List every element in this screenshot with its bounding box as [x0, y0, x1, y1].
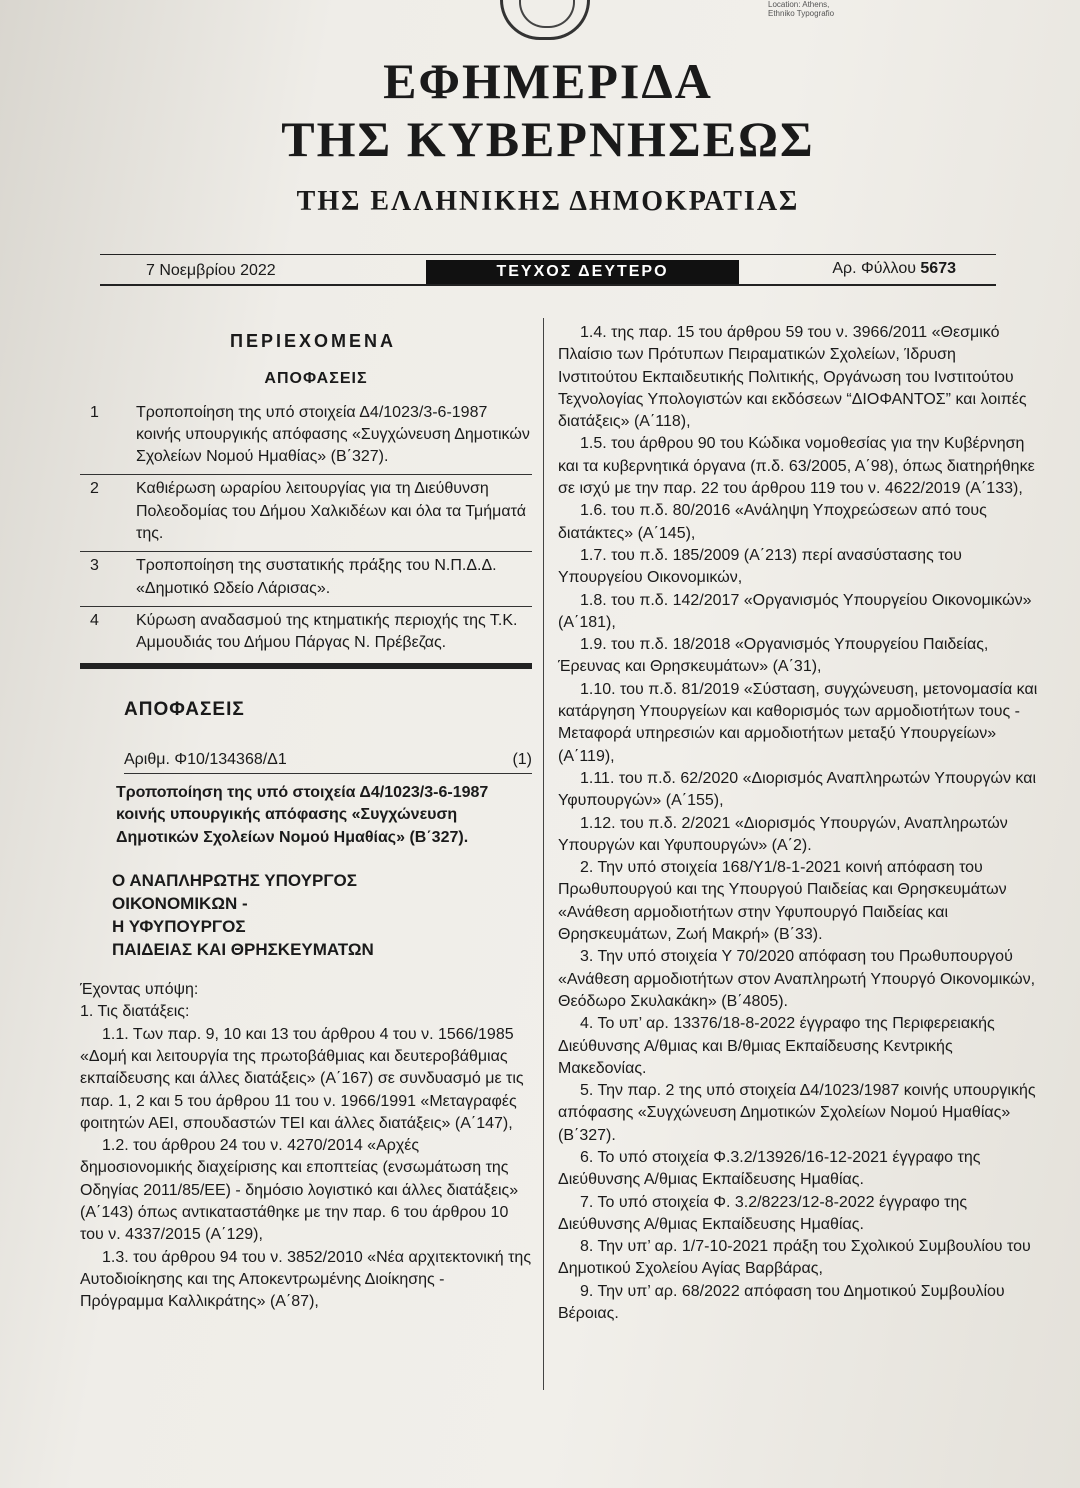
sheet-number-value: 5673: [920, 260, 956, 277]
top-rule: [100, 254, 996, 255]
body-paragraph: Έχοντας υπόψη:: [80, 981, 199, 999]
body-paragraph: 1.11. του π.δ. 62/2020 «Διορισμός Αναπληρωτών Υπουργών και Υφυπουργών» (Α΄155),: [558, 769, 1037, 810]
minister-line: Ο ΑΝΑΠΛΗΡΩΤΗΣ ΥΠΟΥΡΓΟΣ: [112, 871, 357, 891]
body-paragraph: 1.2. του άρθρου 24 του ν. 4270/2014 «Αρχές δημοσιονομικής διαχείρισης και εποπτείας (ενσωμάτωση της Οδηγίας 2011/85/ΕΕ) - δημόσιο λογιστικό και άλλες διατάξεις» (Α΄143) όπως αντικαταστάθηκε με την παρ. 6 του άρθρου 10 του ν. 4337/2015 (Α΄129),: [80, 1137, 519, 1244]
masthead-subtitle: ΤΗΣ ΕΛΛΗΝΙΚΗΣ ΔΗΜΟΚΡΑΤΙΑΣ: [296, 186, 800, 217]
issue-type-badge: ΤΕΥΧΟΣ ΔΕΥΤΕΡΟ: [426, 260, 739, 284]
toc-item[interactable]: [80, 552, 532, 607]
body-paragraph: 1.5. του άρθρου 90 του Κώδικα νομοθεσίας για την Κυβέρνηση και τα κυβερνητικά όργανα (π.δ. 63/2005, Α΄98), όπως διατηρήθηκε σε ισχύ με την παρ. 22 του άρθρου 119 του ν. 4622/2019 (Α΄133),: [558, 435, 1035, 498]
minister-line: Η ΥΦΥΠΟΥΡΓΟΣ: [112, 917, 246, 937]
bottom-rule: [100, 284, 996, 286]
right-column: [558, 322, 1040, 1325]
minister-block: [112, 869, 532, 961]
toc-item[interactable]: [80, 399, 532, 476]
decision-number-line: [124, 749, 532, 774]
emblem-inner-ring: [519, 0, 575, 28]
left-column: [80, 300, 532, 1314]
location-stamp: Location: Athens, Ethniko Typografio: [768, 0, 835, 18]
coat-of-arms-emblem: [500, 0, 590, 40]
body-paragraph: 1.9. του π.δ. 18/2018 «Οργανισμός Υπουργείου Παιδείας, Έρευνας και Θρησκευμάτων» (Α΄31),: [558, 636, 989, 676]
toc-item-number: 2: [90, 480, 99, 498]
body-paragraph: 2. Την υπό στοιχεία 168/Υ1/8-1-2021 κοινή απόφαση του Πρωθυπουργού και της Υπουργού Παιδείας και Θρησκευμάτων «Ανάθεση αρμοδιοτήτων στην Υφυπουργό Παιδείας και Θρησκευμάτων, Ζωή Μακρή» (Β΄33).: [558, 859, 1007, 944]
decision-body: [80, 979, 532, 1313]
body-paragraph: 3. Την υπό στοιχεία Υ 70/2020 απόφαση του Πρωθυπουργού «Ανάθεση αρμοδιοτήτων στον Αναπληρωτή Υπουργό Οικονομικών, Θεόδωρο Σκυλακάκη» (Β΄4805).: [558, 948, 1036, 1010]
body-paragraph: 1.7. του π.δ. 185/2009 (Α΄213) περί ανασύστασης του Υπουργείου Οικονομικών,: [558, 546, 962, 587]
minister-line: ΠΑΙΔΕΙΑΣ ΚΑΙ ΘΡΗΣΚΕΥΜΑΤΩΝ: [112, 940, 374, 960]
body-paragraph: 1.1. Των παρ. 9, 10 και 13 του άρθρου 4 του ν. 1566/1985 «Δομή και λειτουργία της πρωτοβάθμιας και δευτεροβάθμιας εκπαίδευσης και άλλες διατάξεις» (Α΄167) σε συνδυασμό με τις παρ. 1, 2 και 5 του άρθρου 11 του ν. 1966/1991 «Μεταγραφές φοιτητών ΑΕΙ, σπουδαστών ΤΕΙ και άλλες διατάξεις» (Α΄147),: [80, 1025, 524, 1132]
body-paragraph: 6. Το υπό στοιχεία Φ.3.2/13926/16-12-2021 έγγραφο της Διεύθυνσης Α/θμιας Εκπαίδευσης Ημαθίας.: [558, 1148, 981, 1189]
body-paragraph: 1.8. του π.δ. 142/2017 «Οργανισμός Υπουργείου Οικονομικών» (Α΄181),: [558, 591, 1032, 631]
toc-item-number: 3: [90, 557, 99, 575]
toc-item-number: 1: [90, 403, 99, 421]
sheet-number-label: Αρ. Φύλλου: [832, 260, 921, 277]
body-paragraph: 5. Την παρ. 2 της υπό στοιχεία Δ4/1023/1987 κοινής υπουργικής απόφασης «Συγχώνευση Δημοτικών Σχολείων Νομού Ημαθίας» (Β΄327).: [558, 1082, 1036, 1144]
body-paragraph: 1.4. της παρ. 15 του άρθρου 59 του ν. 3966/2011 «Θεσμικό Πλαίσιο των Πρότυπων Πειραματικών Σχολείων, Ίδρυση Ινστιτούτου Εκπαιδευτικής Πολιτικής, Οργάνωση του Ινστιτούτου Τεχνολογίας Υπολογιστών και εκδόσεων “ΔΙΟΦΑΝΤΟΣ” και λοιπές διατάξεις» (Α΄118),: [558, 324, 1027, 431]
body-paragraph: 1. Τις διατάξεις:: [80, 1003, 190, 1021]
minister-line: ΟΙΚΟΝΟΜΙΚΩΝ -: [112, 894, 248, 914]
issue-bar: [100, 260, 996, 284]
body-paragraph: 9. Την υπ’ αρ. 68/2022 απόφαση του Δημοτικού Συμβουλίου Βέροιας.: [558, 1282, 1005, 1323]
toc-item[interactable]: [80, 475, 532, 552]
masthead-title-line2: ΤΗΣ ΚΥΒΕΡΝΗΣΕΩΣ: [281, 111, 815, 167]
toc-item-text: Κύρωση αναδασμού της κτηματικής περιοχής της Τ.Κ. Αμμουδιάς του Δήμου Πάργας Ν. Πρέβεζας.: [136, 611, 518, 652]
decisions-heading: ΑΠΟΦΑΣΕΙΣ: [124, 698, 245, 720]
masthead-title: ΕΦΗΜΕΡΙΔΑ: [383, 53, 713, 109]
toc-item-text: Τροποποίηση της συστατικής πράξης του Ν.Π.Δ.Δ. «Δημοτικό Ωδείο Λάρισας».: [136, 557, 497, 597]
toc-title: ΠΕΡΙΕΧΟΜΕΝΑ: [229, 331, 397, 351]
body-paragraph: 1.3. του άρθρου 94 του ν. 3852/2010 «Νέα αρχιτεκτονική της Αυτοδιοίκησης και της Αποκεντρωμένης Διοίκησης - Πρόγραμμα Καλλικράτης» (Α΄87),: [80, 1248, 532, 1311]
body-paragraph: 1.12. του π.δ. 2/2021 «Διορισμός Υπουργών, Αναπληρωτών Υπουργών και Υφυπουργών» (Α΄2).: [558, 814, 1008, 854]
body-paragraph: 8. Την υπ’ αρ. 1/7-10-2021 πράξη του Σχολικού Συμβουλίου του Δημοτικού Σχολείου Αγίας Βαρβάρας,: [558, 1238, 1031, 1278]
decision-title: Τροποποίηση της υπό στοιχεία Δ4/1023/3-6-1987 κοινής υπουργικής απόφασης «Συγχώνευση Δημοτικών Σχολείων Νομού Ημαθίας» (Β΄327).: [116, 784, 489, 846]
decision-number: Αριθμ. Φ10/134368/Δ1: [124, 750, 287, 768]
toc-item-text: Τροποποίηση της υπό στοιχεία Δ4/1023/3-6-1987 κοινής υπουργικής απόφασης «Συγχώνευση Δημοτικών Σχολείων Νομού Ημαθίας» (Β΄327).: [136, 403, 530, 466]
body-paragraph: 1.10. του π.δ. 81/2019 «Σύσταση, συγχώνευση, μετονομασία και κατάργηση Υπουργείων και καθορισμός των αρμοδιοτήτων τους - Μεταφορά υπηρεσιών και αρμοδιοτήτων μεταξύ Υπουργείων» (Α΄119),: [558, 680, 1038, 765]
toc-item[interactable]: [80, 607, 532, 661]
toc-subtitle: ΑΠΟΦΑΣΕΙΣ: [264, 370, 368, 388]
toc-end-rule: [80, 663, 532, 669]
body-paragraph: 4. Το υπ’ αρ. 13376/18-8-2022 έγγραφο της Περιφερειακής Διεύθυνσης Α/θμιας και Β/θμιας Εκπαίδευσης Κεντρικής Μακεδονίας.: [558, 1015, 995, 1077]
sheet-number: [832, 260, 956, 278]
issue-date: 7 Νοεμβρίου 2022: [146, 262, 276, 279]
toc-item-number: 4: [90, 611, 99, 629]
decision-index: (1): [512, 750, 532, 768]
body-paragraph: 7. Το υπό στοιχεία Φ. 3.2/8223/12-8-2022 έγγραφο της Διεύθυνσης Α/θμιας Εκπαίδευσης Ημαθίας.: [558, 1193, 968, 1233]
toc-item-text: Καθιέρωση ωραρίου λειτουργίας για τη Διεύθυνση Πολεοδομίας του Δήμου Χαλκιδέων και όλα τα Τμήματά της.: [136, 480, 526, 543]
body-paragraph: 1.6. του π.δ. 80/2016 «Ανάληψη Υποχρεώσεων από τους διατάκτες» (Α΄145),: [558, 502, 987, 542]
column-divider: [543, 318, 544, 1390]
